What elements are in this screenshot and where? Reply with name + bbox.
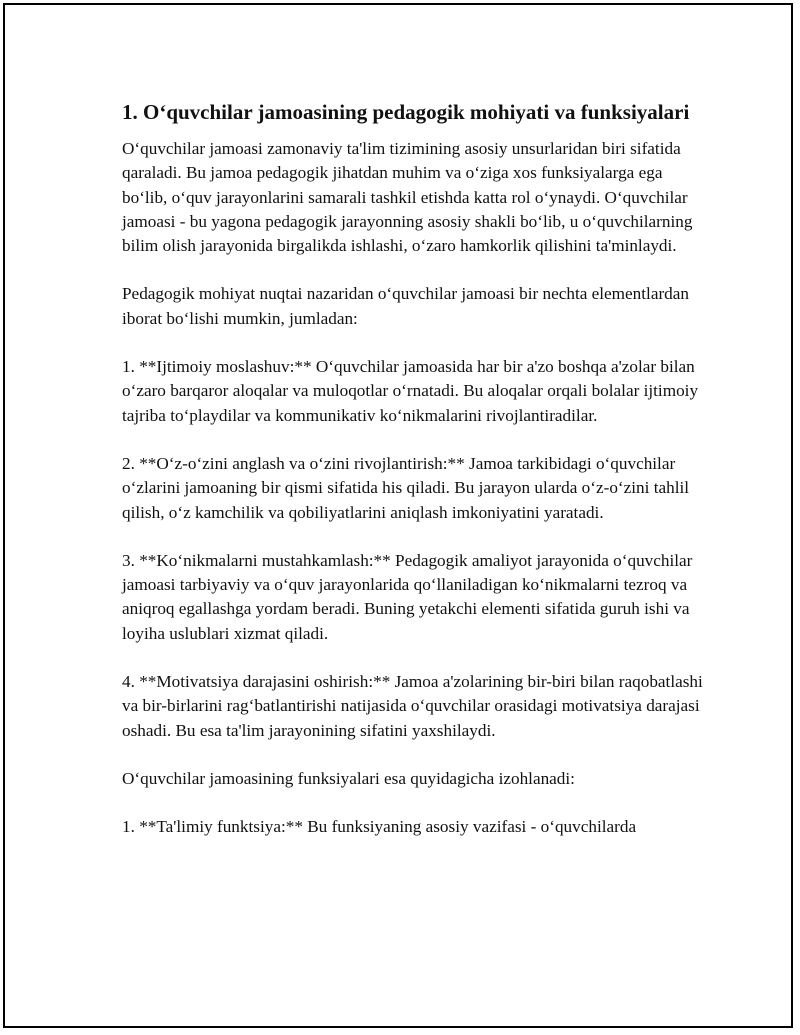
section-heading: 1. O‘quvchilar jamoasining pedagogik mohiyati va funksiyalari <box>122 100 690 124</box>
paragraph-functions-intro: O‘quvchilar jamoasining funksiyalari esa quyidagicha izohlanadi: <box>122 768 575 788</box>
paragraph-item-self-awareness: 2. **O‘z-o‘zini anglash va o‘zini rivojlantirish:** Jamoa tarkibidagi o‘quvchilar o‘zlarini jamoaning bir qismi sifatida his qiladi. Bu jarayon ularda o‘z-o‘zini tahlil qilish, o‘z kamchilik va qobiliyatlarini aniqlash imkoniyatini yaratadi. <box>122 453 690 522</box>
paragraph-item-social-adaptation: 1. **Ijtimoiy moslashuv:** O‘quvchilar jamoasida har bir a'zo boshqa a'zolar bilan o‘zaro barqaror aloqalar va muloqotlar o‘rnatadi. Bu aloqalar orqali bolalar ijtimoiy tajriba to‘playdilar va kommunikativ ko‘nikmalarini rivojlantiradilar. <box>122 357 699 425</box>
page-frame <box>3 3 793 1028</box>
paragraph-item-educational-function: 1. **Ta'limiy funktsiya:** Bu funksiyaning asosiy vazifasi - o‘quvchilarda <box>122 817 637 837</box>
paragraph-item-motivation: 4. **Motivatsiya darajasini oshirish:** Jamoa a'zolarining bir-biri bilan raqobatlashi va bir-birlarini rag‘batlantirishi natijasida o‘quvchilar orasidagi motivatsiya darajasi oshadi. Bu esa ta'lim jarayonining sifatini yaxshilaydi. <box>122 672 703 740</box>
paragraph-item-skills: 3. **Ko‘nikmalarni mustahkamlash:** Pedagogik amaliyot jarayonida o‘quvchilar jamoasi tarbiyaviy va o‘quv jarayonlarida qo‘llaniladigan ko‘nikmalarni tezroq va aniqroq egallashga yordam beradi. Buning yetakchi elementi sifatida guruh ishi va loyiha uslublari xizmat qiladi. <box>122 550 693 643</box>
document-body <box>122 98 712 864</box>
paragraph-intro: O‘quvchilar jamoasi zamonaviy ta'lim tizimining asosiy unsurlaridan biri sifatida qaraladi. Bu jamoa pedagogik jihatdan muhim va o‘ziga xos funksiyalarga ega bo‘lib, o‘quv jarayonlarini samarali tashkil etishda katta rol o‘ynaydi. O‘quvchilar jamoasi - bu yagona pedagogik jarayonning asosiy shakli bo‘lib, u o‘quvchilarning bilim olish jarayonida birgalikda ishlashi, o‘zaro hamkorlik qilishini ta'minlaydi. <box>122 139 693 256</box>
paragraph-elements-intro: Pedagogik mohiyat nuqtai nazaridan o‘quvchilar jamoasi bir nechta elementlardan iborat bo‘lishi mumkin, jumladan: <box>122 284 689 328</box>
